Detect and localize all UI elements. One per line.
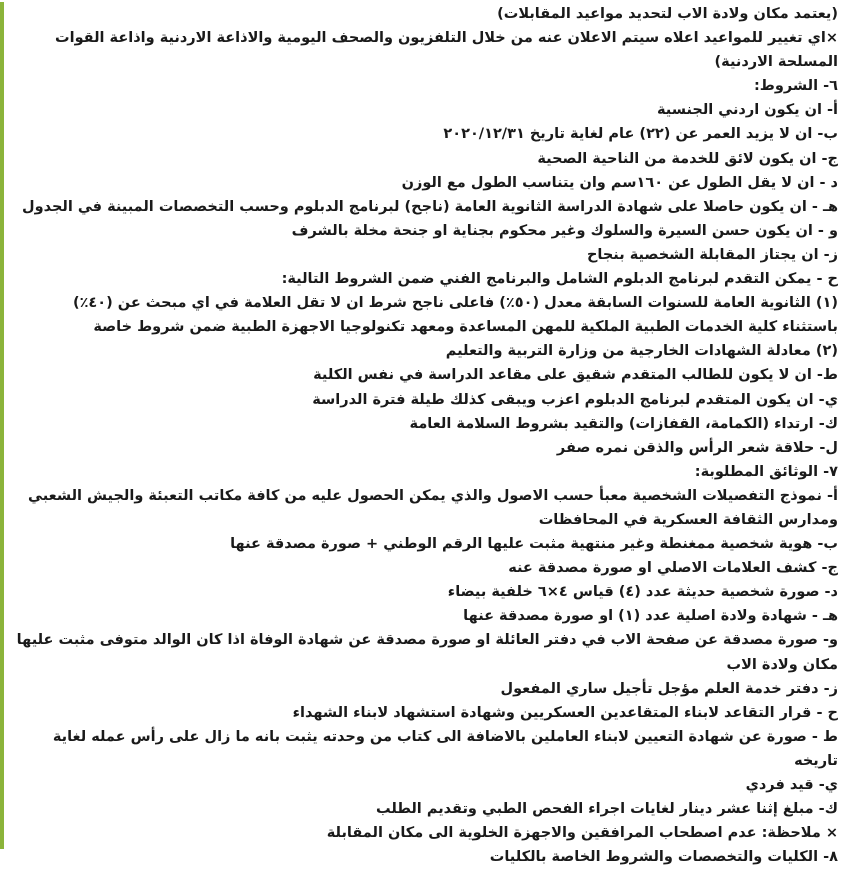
doc-line: أ- نموذج التفصيلات الشخصية معبأ حسب الاصول والذي يمكن الحصول عليه من كافة مكاتب التعبئة والجيش الشعبي ومدارس الثقافة العسكرية في المحافظات <box>28 487 838 528</box>
doc-line: ك- مبلغ إثنا عشر دينار لغايات اجراء الفحص الطبي وتقديم الطلب <box>375 801 838 818</box>
doc-line: ط - صورة عن شهادة التعيين لابناء العاملين بالاضافة الى كتاب من وحدته يثبت بانه ما زال على رأس عمله لغاية تاريخه <box>52 728 838 769</box>
doc-line: (١) الثانوية العامة للسنوات السابقة معدل (٥٠٪) فاعلى ناجح شرط ان لا تقل العلامة في اي مبحث عن (٤٠٪) باستثناء كلية الخدمات الطبية الملكية للمهن المساعدة ومعهد تكنولوجيا الاجهزة الطبية ضمن شروط خاصة <box>72 295 838 336</box>
doc-line: ي- ان يكون المتقدم لبرنامج الدبلوم اعزب ويبقى كذلك طيلة فترة الدراسة <box>312 391 838 408</box>
doc-line: و - ان يكون حسن السيرة والسلوك وغير محكوم بجناية او جنحة مخلة بالشرف <box>291 222 838 239</box>
doc-line: ×اي تغيير للمواعيد اعلاه سيتم الاعلان عنه من خلال التلفزيون والصحف اليومية والاذاعة الاردنية واذاعة القوات المسلحة الاردنية) <box>55 30 838 71</box>
doc-line: ح - يمكن التقدم لبرنامج الدبلوم الشامل والبرنامج الفني ضمن الشروط التالية: <box>281 271 838 288</box>
doc-line: ز- ان يجتاز المقابلة الشخصية بنجاح <box>586 246 838 263</box>
doc-line: ك- ارتداء (الكمامة، القفازات) والتقيد بشروط السلامة العامة <box>409 415 838 432</box>
doc-line: و- صورة مصدقة عن صفحة الاب في دفتر العائلة او صورة مصدقة عن شهادة الوفاة اذا كان الوالد متوفى مثبت عليها مكان ولادة الاب <box>16 632 838 673</box>
doc-line: ٨- الكليات والتخصصات والشروط الخاصة بالكليات <box>489 849 838 866</box>
doc-line: ح - قرار التقاعد لابناء المتقاعدين العسكريين وشهادة استشهاد لابناء الشهداء <box>292 704 838 721</box>
doc-line: ج- ان يكون لائق للخدمة من الناحية الصحية <box>537 150 838 167</box>
doc-line: (يعتمد مكان ولادة الاب لتحديد مواعيد المقابلات) <box>497 6 838 22</box>
doc-line: ط- ان لا يكون للطالب المتقدم شقيق على مقاعد الدراسة في نفس الكلية <box>313 367 838 384</box>
doc-line: ٦- الشروط: <box>754 78 838 95</box>
doc-line: ز- دفتر خدمة العلم مؤجل تأجيل ساري المفعول <box>500 680 838 697</box>
doc-line: (٢) معادلة الشهادات الخارجية من وزارة التربية والتعليم <box>445 343 838 360</box>
doc-line: ب- ان لا يزيد العمر عن (٢٢) عام لغاية تاريخ ٢٠٢٠/١٢/٣١ <box>443 126 838 143</box>
doc-line: ي- قيد فردي <box>745 777 838 793</box>
doc-line: ج- كشف العلامات الاصلي او صورة مصدقة عنه <box>508 560 838 577</box>
doc-line: د- صورة شخصية حديثة عدد (٤) قياس ٤×٦ خلفية بيضاء <box>447 584 838 601</box>
doc-line: أ- ان يكون اردني الجنسية <box>657 102 838 119</box>
document-page <box>0 2 850 866</box>
doc-line: هـ - ان يكون حاصلا على شهادة الدراسة الثانوية العامة (ناجح) لبرنامج الدبلوم وحسب التخصصات المبينة في الجدول <box>22 198 838 215</box>
doc-line: × ملاحظة: عدم اصطحاب المرافقين والاجهزة الخلوية الى مكان المقابلة <box>326 825 838 842</box>
document-body <box>4 2 850 869</box>
doc-line: ب- هوية شخصية ممغنطة وغير منتهية مثبت عليها الرقم الوطني + صورة مصدقة عنها <box>230 536 838 553</box>
doc-line: ل- حلاقة شعر الرأس والذقن نمره صفر <box>556 439 838 456</box>
doc-line: هـ - شهادة ولادة اصلية عدد (١) او صورة مصدقة عنها <box>463 608 838 625</box>
doc-line: د - ان لا يقل الطول عن ١٦٠سم وان يتناسب الطول مع الوزن <box>401 174 838 191</box>
doc-line: ٧- الوثائق المطلوبة: <box>694 463 838 480</box>
